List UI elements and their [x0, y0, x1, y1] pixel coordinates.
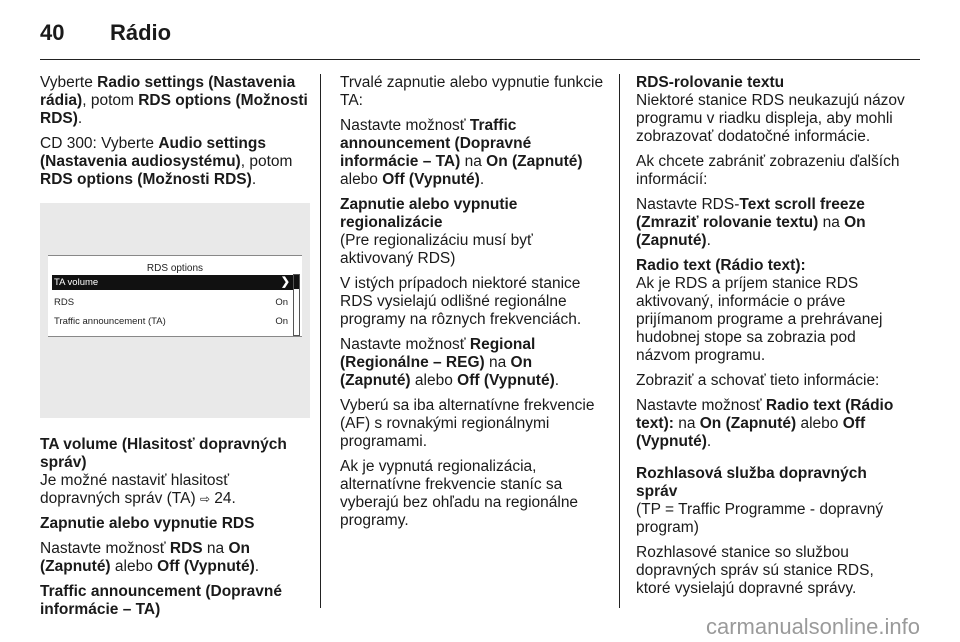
text: Je možné nastaviť hlasitosť dopravných správ (TA)	[40, 472, 230, 507]
paragraph-reg-set	[340, 336, 606, 390]
scrollbar-thumb[interactable]	[294, 275, 299, 289]
scrollbar[interactable]	[293, 274, 300, 336]
paragraph-scroll-prevent: Ak chcete zabrániť zobrazeniu ďalších informácií:	[636, 153, 900, 188]
header-rule	[40, 59, 920, 60]
text: Vyberte	[40, 74, 98, 91]
paragraph-radio-text-set	[636, 397, 912, 451]
menu-term: On (Zapnuté)	[40, 540, 250, 575]
rds-options-figure	[40, 203, 310, 418]
heading-regionalization	[340, 196, 606, 232]
heading-text-scroll	[636, 74, 912, 92]
menu-term: Off (Vypnuté)	[457, 372, 555, 389]
text: .	[251, 171, 257, 188]
menu-row-traffic-announcement[interactable]	[52, 314, 294, 329]
text: , potom	[82, 92, 139, 109]
menu-term: Regional (Regionálne – REG)	[340, 336, 536, 371]
paragraph-radio-text-info: Ak je RDS a príjem stanice RDS aktivovaný, informácie o práve prijímanom programe a prehrávanej hudobnej stope sa zobrazia pod názvom programu.	[636, 275, 883, 364]
column-divider	[619, 74, 620, 608]
menu-term: On (Zapnuté)	[340, 354, 533, 389]
paragraph-ta-volume	[40, 472, 310, 508]
heading-text: RDS-rolovanie textu	[636, 74, 785, 91]
page-number: 40	[40, 20, 65, 45]
menu-term: Audio settings (Nastavenia audiosystému)	[40, 135, 266, 170]
menu-term: RDS options (Možnosti RDS)	[40, 171, 252, 188]
page-reference-icon: ⇨	[199, 492, 210, 506]
heading-radio-text	[636, 257, 912, 275]
paragraph-rds	[40, 540, 310, 576]
column-divider	[320, 74, 321, 608]
text: Nastavte možnosť	[636, 397, 766, 414]
text: .	[554, 372, 560, 389]
text: na	[484, 354, 511, 371]
text: .	[706, 232, 711, 249]
menu-row-label: Traffic announcement (TA)	[54, 316, 166, 327]
paragraph-tp-stations: Rozhlasové stanice so službou dopravných správ sú stanice RDS, ktoré vysielajú dopravné správy.	[636, 544, 874, 597]
heading-traffic-announcement	[40, 583, 310, 619]
menu-term: Traffic announcement (Dopravné informácie – TA)	[340, 117, 532, 170]
text: Nastavte RDS-	[636, 196, 740, 213]
menu-term: Off (Vypnuté)	[157, 558, 255, 575]
menu-term: RDS	[169, 540, 203, 557]
menu-term: Radio text (Rádio text):	[636, 397, 894, 432]
text: Nastavte možnosť	[340, 336, 470, 353]
text: alebo	[410, 372, 458, 389]
column-1	[40, 74, 310, 619]
paragraph-tp-definition: (TP = Traffic Programme - dopravný program)	[636, 501, 884, 536]
paragraph-scroll-info: Niektoré stanice RDS neukazujú názov programu v riadku displeja, aby mohli zobrazovať dodatočné informácie.	[636, 92, 905, 145]
menu-term: On (Zapnuté)	[699, 415, 797, 432]
text: na	[460, 153, 487, 170]
heading-ta-volume	[40, 436, 310, 472]
menu-term: Radio settings (Nastavenia rádia)	[40, 74, 296, 109]
menu-row-ta-volume[interactable]	[52, 275, 294, 290]
text: na	[673, 415, 700, 432]
column-3	[636, 74, 912, 605]
heading-text: TA volume (Hlasitosť dopravných správ)	[40, 436, 287, 471]
text: alebo	[796, 415, 843, 432]
chevron-right-icon: ❯	[280, 276, 290, 288]
menu-term: On (Zapnuté)	[486, 153, 583, 170]
heading-text: Radio text (Rádio text):	[636, 257, 806, 274]
paragraph-scroll-set	[636, 196, 912, 250]
text: Nastavte možnosť	[340, 117, 470, 134]
heading-rds	[40, 515, 310, 533]
page-header	[40, 14, 920, 54]
menu-row-label: TA volume	[54, 277, 99, 288]
menu-term: Off (Vypnuté)	[636, 415, 866, 450]
heading-text: Zapnutie alebo vypnutie RDS	[40, 515, 255, 532]
paragraph-ta-permanent: Trvalé zapnutie alebo vypnutie funkcie TA:	[340, 74, 604, 109]
menu-row-rds[interactable]	[52, 295, 294, 310]
paragraph-reg-info: V istých prípadoch niektoré stanice RDS vysielajú odlišné regionálne programy na rôznych frekvenciách.	[340, 275, 582, 328]
paragraph-ta-set	[340, 117, 606, 189]
rds-options-screen	[48, 255, 302, 337]
heading-text: Traffic announcement (Dopravné informácie – TA)	[40, 583, 283, 618]
text: na	[202, 540, 229, 557]
paragraph-reg-off: Ak je vypnutá regionalizácia, alternatívne frekvencie staníc sa vyberajú bez ohľadu na regionálne programy.	[340, 458, 579, 529]
text: .	[254, 558, 260, 575]
screen-title: RDS options	[146, 263, 204, 274]
text: .	[706, 433, 712, 450]
menu-term: Off (Vypnuté)	[382, 171, 480, 188]
paragraph-reg-requirement: (Pre regionalizáciu musí byť aktivovaný RDS)	[340, 232, 533, 267]
text: alebo	[110, 558, 158, 575]
text: .	[77, 110, 83, 127]
menu-row-value: On	[275, 316, 288, 327]
menu-term: RDS options (Možnosti RDS)	[40, 92, 308, 127]
text: Nastavte možnosť	[40, 540, 170, 557]
section-title: Rádio	[110, 20, 172, 45]
text: na	[818, 214, 845, 231]
menu-row-value: On	[275, 297, 288, 308]
paragraph-radio-settings	[40, 74, 310, 128]
paragraph-radio-text-toggle: Zobraziť a schovať tieto informácie:	[636, 372, 880, 389]
heading-text: Zapnutie alebo vypnutie regionalizácie	[340, 196, 518, 231]
menu-term: On (Zapnuté)	[636, 214, 866, 249]
paragraph-cd300	[40, 135, 310, 189]
heading-traffic-service	[636, 465, 912, 501]
heading-text: Rozhlasová služba dopravných správ	[636, 465, 867, 500]
text: , potom	[240, 153, 293, 170]
text: 24.	[210, 490, 236, 507]
menu-term: Text scroll freeze (Zmraziť rolovanie textu)	[636, 196, 865, 231]
text: .	[479, 171, 485, 188]
watermark: carmanualsonline.info	[705, 614, 920, 639]
paragraph-af: Vyberú sa iba alternatívne frekvencie (AF) s rovnakými regionálnymi programami.	[340, 397, 595, 450]
text: alebo	[340, 171, 383, 188]
column-2	[340, 74, 606, 537]
menu-row-label: RDS	[54, 297, 75, 308]
text: CD 300: Vyberte	[40, 135, 159, 152]
